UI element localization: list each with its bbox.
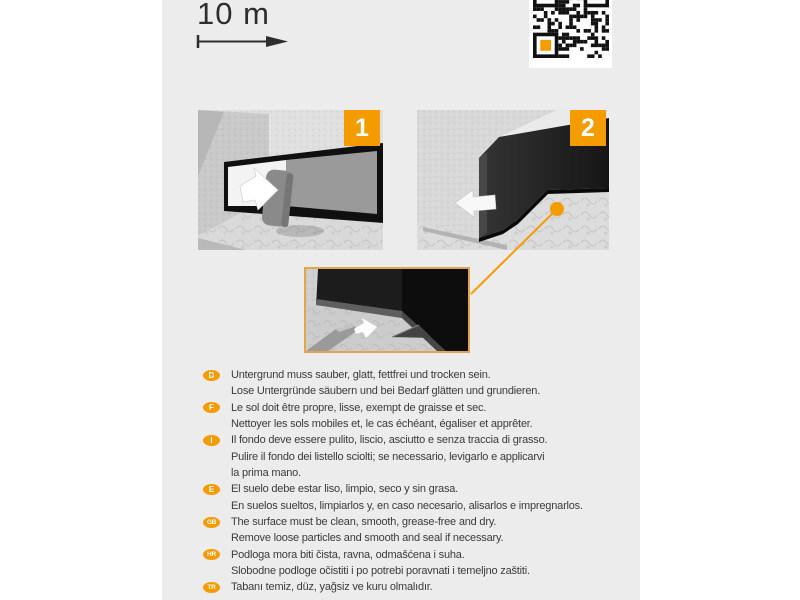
- lang-badge-de: D: [203, 370, 220, 381]
- lang-badge-it: I: [203, 435, 220, 446]
- instruction-line: Il fondo deve essere pulito, liscio, asciutto e senza traccia di grasso.: [231, 434, 548, 447]
- lang-badge-es: E: [203, 484, 220, 495]
- instruction-line: En suelos sueltos, limpiarlos y, en caso necesario, alisarlos e impregnarlos.: [231, 499, 583, 512]
- instruction-text-block: [203, 367, 583, 596]
- instruction-line: Nettoyer les sols mobiles et, le cas échéant, égaliser et apprêter.: [231, 418, 533, 431]
- instruction-line: Le sol doit être propre, lisse, exempt de graisse et sec.: [231, 401, 487, 414]
- instruction-line: Pulire il fondo dei listello sciolti; se necessario, levigarlo e applicarvi: [231, 450, 545, 463]
- step-2-badge: 2: [570, 110, 606, 146]
- detail-inset-image: [304, 267, 470, 353]
- instruction-line: Tabanı temiz, düz, yağsiz ve kuru olmalıdır.: [231, 581, 433, 594]
- step-2-illustration: [417, 110, 609, 250]
- arrow-right-icon: [196, 33, 292, 51]
- lang-badge-hr: HR: [203, 549, 220, 560]
- instruction-row-tr: [203, 579, 583, 595]
- instruction-line: Untergrund muss sauber, glatt, fettfrei und trocken sein.: [231, 369, 491, 381]
- qr-code-icon: [529, 0, 612, 68]
- scale-label: 10 m: [197, 0, 270, 31]
- instruction-line: Podloga mora biti čista, ravna, odmašćena i suha.: [231, 548, 465, 561]
- lang-badge-gb: GB: [203, 517, 220, 528]
- instruction-line: Slobodne podloge očistiti i po potrebi poravnati i temeljno zaštiti.: [231, 565, 530, 578]
- instruction-row-gb: [203, 514, 583, 530]
- instruction-line: la prima mano.: [231, 467, 301, 480]
- step-1-illustration: [198, 110, 383, 250]
- instruction-line: Lose Untergründe säubern und bei Bedarf glätten und grundieren.: [231, 385, 541, 398]
- instruction-line: El suelo debe estar liso, limpio, seco y sin grasa.: [231, 483, 459, 496]
- instruction-line: The surface must be clean, smooth, grease-free and dry.: [231, 516, 497, 529]
- instruction-row-hr: [203, 547, 583, 563]
- instruction-row-es: [203, 481, 583, 497]
- instruction-row-de: [203, 367, 583, 383]
- step-1-badge: 1: [344, 110, 380, 146]
- instruction-row-fr: [203, 400, 583, 416]
- instruction-row-it: [203, 432, 583, 448]
- lang-badge-fr: F: [203, 402, 220, 413]
- lang-badge-tr: TR: [203, 582, 220, 593]
- instruction-line: Remove loose particles and smooth and seal if necessary.: [231, 532, 504, 545]
